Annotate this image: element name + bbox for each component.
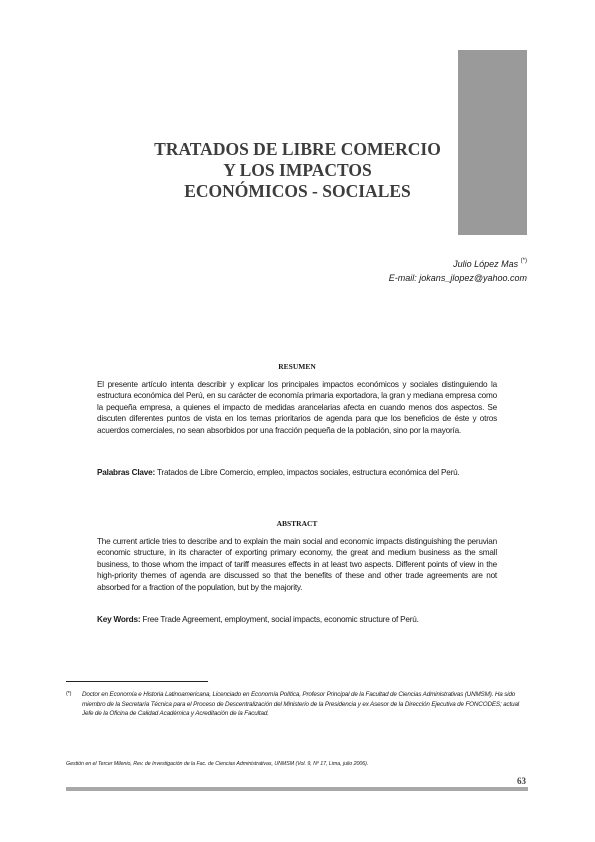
footnote [66,690,528,719]
author-name: Julio López Mas [453,259,519,269]
title-line-3: ECONÓMICOS - SOCIALES [184,181,411,201]
abstract-keywords-label: Key Words: [97,615,141,624]
abstract-keywords [97,614,497,625]
footnote-divider [66,681,208,682]
footnote-mark: (*) [66,691,72,697]
footnote-text: Doctor en Economía e Historia Latinoamericana, Licenciado en Economía Política, Profesor Principal de la Facultad de Ciencias Administrativas (UNMSM). Ha sido miembro de la Secretaría Técnica para el Proceso de Descentralización del Ministerio de la Presidencia y ex Asesor de la Dirección Ejecutiva de FONCODES; actual Jefe de la Oficina de Calidad Académica y Acreditación de la Facultad. [82,691,520,718]
resumen-body: El presente artículo intenta describir y explicar los principales impactos económicos y sociales distinguiendo la estructura económica del Perú, en su carácter de economía primaria exportadora, la gran y mediana empresa como la pequeña empresa, a quienes el impacto de medidas arancelarias afecta en cuando menos dos aspectos. Se discuten diferentes puntos de vista en los temas prioritarios de agenda para que los beneficios de éste y otros acuerdos comerciales, no sean absorbidos por una fracción pequeña de la población, sino por la mayoría. [97,380,497,435]
abstract-heading: ABSTRACT [276,519,318,528]
title-line-1: TRATADOS DE LIBRE COMERCIO [154,139,441,159]
article-title [120,139,475,202]
footer-bar [66,787,528,791]
journal-citation: Gestión en el Tercer Milenio, Rev. de Investigación de la Fac. de Ciencias Administrativas, UNMSM (Vol. 9, Nº 17, Lima, julio 2006). [66,761,369,767]
abstract-keywords-text: Free Trade Agreement, employment, social impacts, economic structure of Perú. [140,615,419,624]
resumen-keywords-label: Palabras Clave: [97,468,155,477]
author-email: E-mail: jokans_jlopez@yahoo.com [388,273,527,283]
author-marker: (*) [520,258,527,264]
page-number: 63 [517,776,526,786]
author-block [389,257,527,285]
title-line-2: Y LOS IMPACTOS [223,160,372,180]
resumen-keywords [97,467,497,478]
resumen-keywords-text: Tratados de Libre Comercio, empleo, impactos sociales, estructura económica del Perú. [155,468,460,477]
author-name-line [389,257,527,271]
abstract-body: The current article tries to describe and to explain the main social and economic impacts distinguishing the peruvian economic structure, in its character of exporting primary economy, the great and medium business as the small business, to those whom the impact of tariff measures effects in at least two aspects. Different points of view in the high-priority themes of agenda are discussed so that the benefits of these and other trade agreements are not absorbed for a fraction of the population, but by the majority. [97,537,497,592]
resumen-heading: RESUMEN [278,362,316,371]
